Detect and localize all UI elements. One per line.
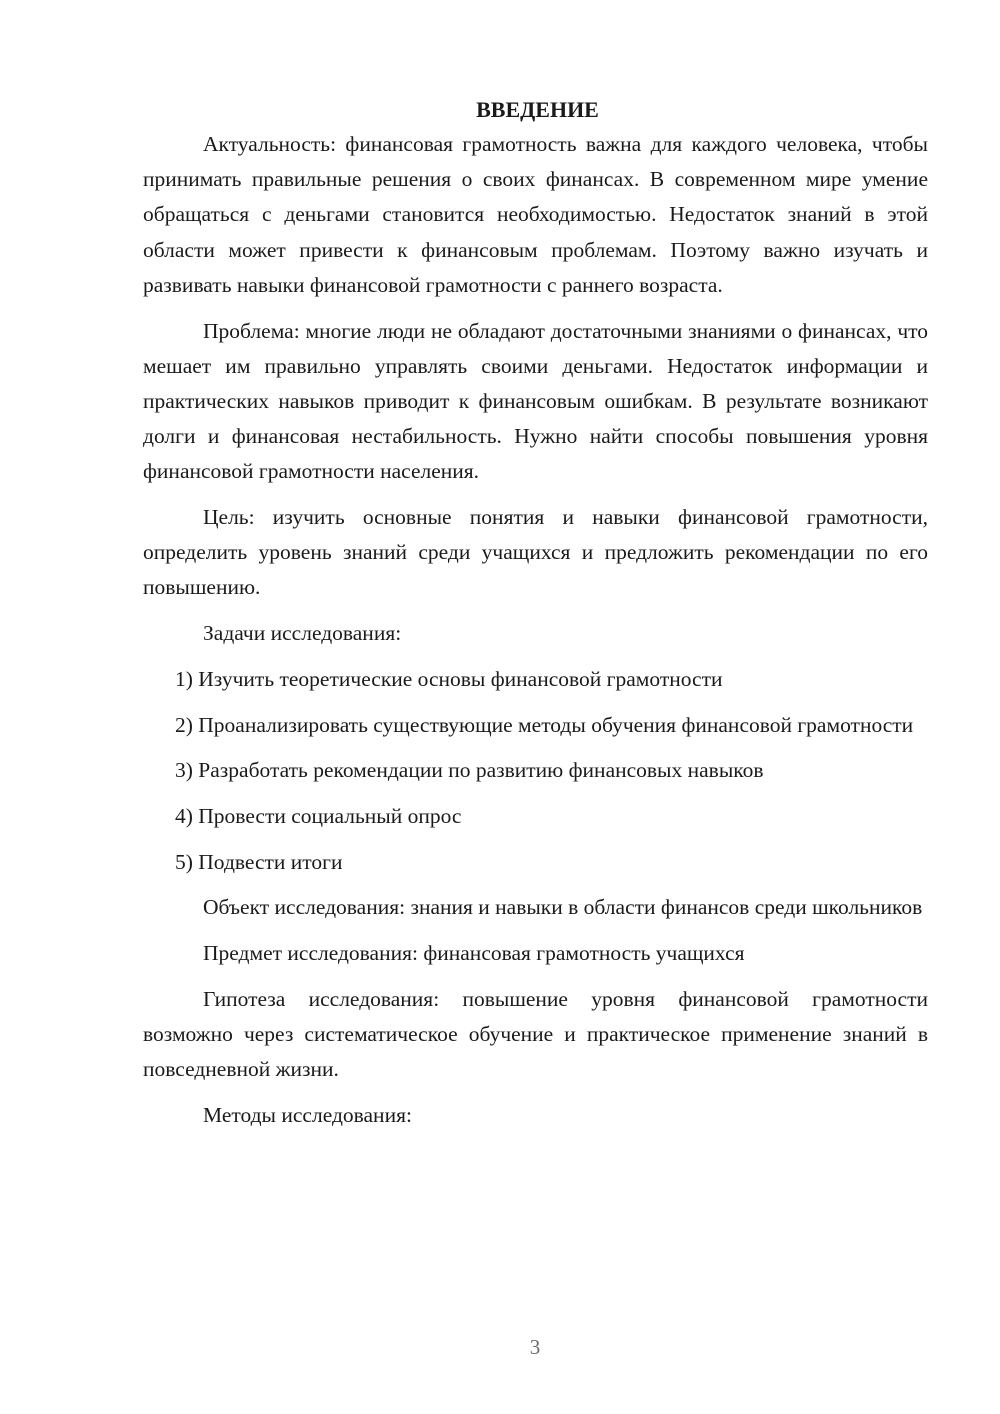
section-title: ВВЕДЕНИЕ	[476, 97, 599, 122]
paragraph-research-subject: Предмет исследования: финансовая грамотность учащихся	[203, 941, 745, 966]
paragraph-goal: Цель: изучить основные понятия и навыки финансовой грамотности, определить уровень знаний среди учащихся и предложить рекомендации по его повышению.	[143, 505, 928, 600]
task-item-5: 5) Подвести итоги	[175, 849, 343, 874]
page-number: 3	[529, 1335, 541, 1359]
task-item-1: 1) Изучить теоретические основы финансовой грамотности	[175, 666, 723, 691]
task-item-4: 4) Провести социальный опрос	[175, 803, 462, 828]
paragraph-research-object: Объект исследования: знания и навыки в области финансов среди школьников	[203, 895, 923, 920]
paragraph-hypothesis: Гипотеза исследования: повышение уровня финансовой грамотности возможно через систематическое обучение и практическое применение знаний в повседневной жизни.	[143, 986, 928, 1082]
task-item-3: 3) Разработать рекомендации по развитию финансовых навыков	[175, 758, 764, 783]
paragraph-tasks-heading: Задачи исследования:	[203, 621, 402, 646]
paragraph-problem: Проблема: многие люди не обладают достаточными знаниями о финансах, что мешает им правильно управлять своими деньгами. Недостаток информации и практических навыков приводит к финансовым ошибкам. В результате возникают долги и финансовая нестабильность. Нужно найти способы повышения уровня финансовой грамотности населения.	[143, 318, 928, 484]
document-page	[143, 92, 928, 1144]
paragraph-relevance: Актуальность: финансовая грамотность важна для каждого человека, чтобы принимать правильные решения о своих финансах. В современном мире умение обращаться с деньгами становится необходимостью. Недостаток знаний в этой области может привести к финансовым проблемам. Поэтому важно изучать и развивать навыки финансовой грамотности с раннего возраста.	[143, 132, 928, 297]
task-item-2: 2) Проанализировать существующие методы обучения финансовой грамотности	[175, 712, 914, 737]
paragraph-methods: Методы исследования:	[203, 1102, 412, 1127]
